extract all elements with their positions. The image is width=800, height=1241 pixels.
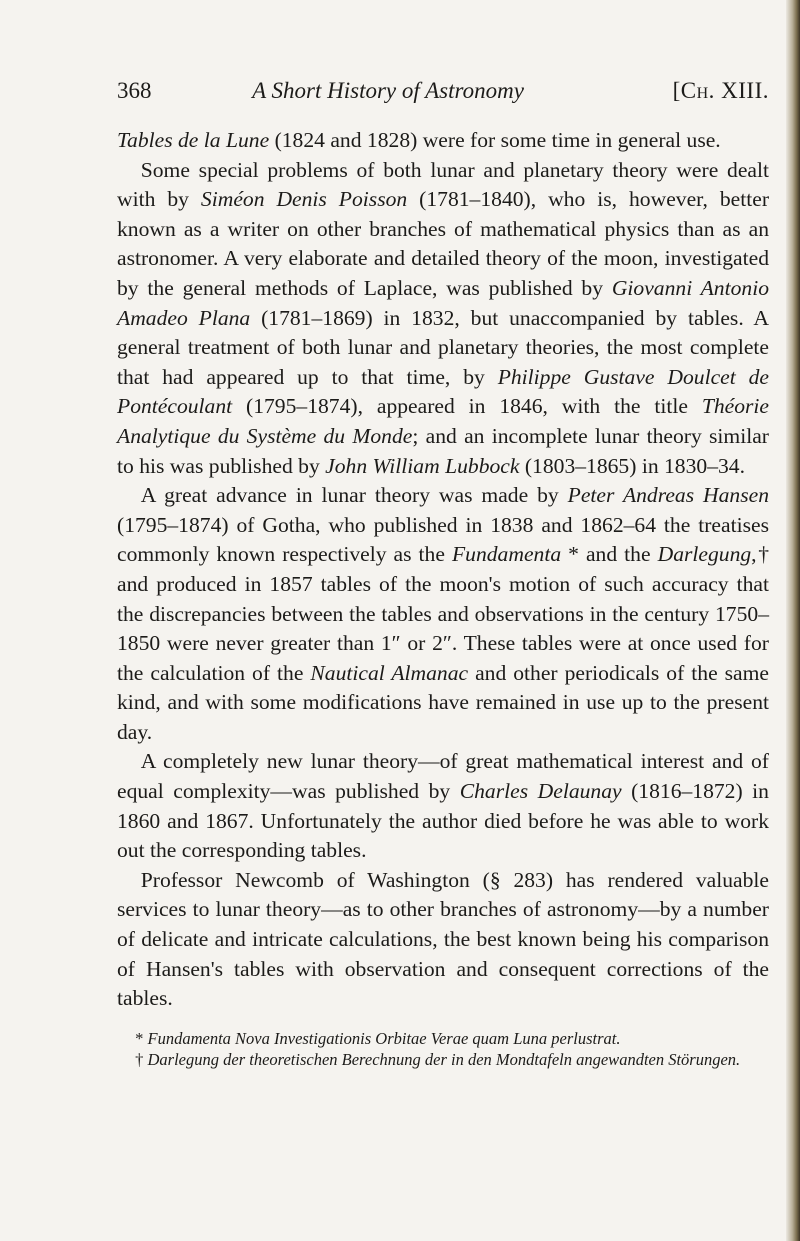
- footnote-text: Fundamenta Nova Investigationis Orbitae Verae quam Luna perlustrat.: [147, 1028, 621, 1048]
- text-run: ,† and produced in 1857 tables of the moon's motion of such accuracy that the discrepancies between the tables and observations in the century 1750–1850 were never greater than 1″ or 2″. These tables were at once used for the calculation of the: [117, 542, 769, 685]
- footnote-text: Darlegung der theoretischen Berechnung der in den Mondtafeln angewandten Störungen.: [147, 1049, 741, 1069]
- text-run: Some special problems of both lunar and planetary theory were dealt with by: [117, 157, 769, 212]
- italic-run: Fundamenta: [451, 542, 562, 567]
- running-title: A Short History of Astronomy: [252, 78, 524, 103]
- paragraph: [117, 156, 769, 482]
- text-run: and other periodicals of the same kind, and with some modifications have remained in use up to the present day.: [117, 660, 769, 744]
- text-run: (1824 and 1828) were for some time in general use.: [269, 128, 721, 152]
- italic-run: Tables de la Lune: [117, 128, 270, 152]
- footnote: [117, 1028, 769, 1049]
- italic-run: Théorie Analytique du Système du Monde: [117, 394, 769, 448]
- italic-run: Siméon Denis Poisson: [200, 187, 408, 212]
- footnote-mark: *: [135, 1028, 144, 1048]
- footnote-mark: †: [135, 1049, 144, 1069]
- chapter-label: [Ch. XIII.: [672, 78, 769, 103]
- text-run: (1795–1874), appeared in 1846, with the title: [232, 394, 702, 419]
- text-run: A great advance in lunar theory was made by: [140, 483, 568, 508]
- text-run: (1803–1865) in 1830–34.: [519, 453, 745, 478]
- text-run: A completely new lunar theory—of great mathematical interest and of equal complexity—was published by: [117, 749, 769, 804]
- italic-run: Philippe Gustave Doulcet de Pontécoulant: [117, 364, 769, 419]
- italic-run: Darlegung: [657, 542, 752, 567]
- footnote: [117, 1049, 769, 1070]
- text-run: ; and an incomplete lunar theory similar to his was published by: [117, 423, 769, 478]
- footnotes: [117, 1028, 769, 1070]
- text-run: (1781–1869) in 1832, but unaccompanied by tables. A general treatment of both lunar and planetary theories, the most complete that had appeared up to that time, by: [117, 305, 769, 389]
- book-page: [117, 78, 769, 1070]
- page-number: 368: [117, 78, 152, 103]
- text-run: (1795–1874) of Gotha, who published in 1838 and 1862–64 the treatises commonly known respectively as the: [117, 512, 769, 567]
- text-run: * and the: [561, 542, 658, 567]
- running-header: [117, 78, 769, 118]
- italic-run: Peter Andreas Hansen: [567, 483, 770, 508]
- text-run: (1781–1840), who is, however, better known as a writer on other branches of mathematical physics than as an astronomer. A very elaborate and detailed theory of the moon, investigated by the general methods of Laplace, was published by: [117, 187, 770, 300]
- paragraph: [117, 747, 769, 865]
- text-run: (1816–1872) in 1860 and 1867. Unfortunately the author died before he was able to work out the corresponding tables.: [117, 779, 769, 863]
- paragraph: [117, 126, 769, 156]
- paragraph: [117, 481, 769, 747]
- italic-run: Nautical Almanac: [310, 660, 469, 685]
- page-edge-shadow: [786, 0, 800, 1241]
- italic-run: Giovanni Antonio Amadeo Plana: [117, 275, 769, 330]
- italic-run: Charles Delaunay: [459, 779, 622, 804]
- body-text: [117, 126, 769, 1014]
- paragraph: [117, 866, 769, 1014]
- italic-run: John William Lubbock: [325, 453, 520, 478]
- text-run: Professor Newcomb of Washington (§ 283) has rendered valuable services to lunar theory—as to other branches of astronomy—by a number of delicate and intricate calculations, the best known being his comparison of Hansen's tables with observation and consequent corrections of the tables.: [117, 867, 769, 1011]
